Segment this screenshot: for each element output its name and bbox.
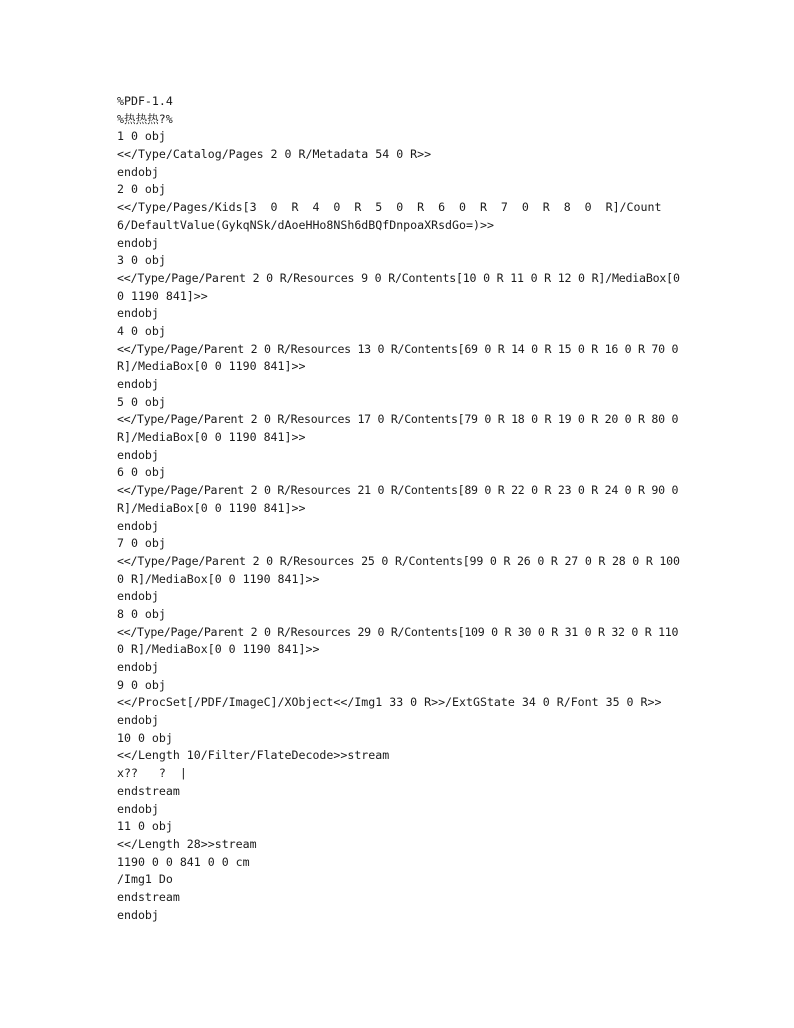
text-line: 3 0 obj [117,253,166,268]
text-line: R]/MediaBox[0 0 1190 841]>> [117,430,306,445]
text-line: 0 R]/MediaBox[0 0 1190 841]>> [117,642,320,657]
text-line: endobj [117,660,159,674]
text-line: 11 0 obj [117,819,173,834]
text-line: %PDF-1.4 [117,94,173,108]
text-line: 2 0 obj [117,182,166,197]
text-line: x?? ? | [117,766,187,781]
text-line: R]/MediaBox[0 0 1190 841]>> [117,500,306,515]
text-line: endobj [117,164,159,179]
text-line: /Img1 Do [117,872,173,887]
text-line: <</Type/Pages/Kids[3 0 R 4 0 R 5 0 R 6 0 R 7 0 R 8 0 R]/Count [117,200,662,215]
text-line: endobj [117,518,159,533]
text-line: 6/DefaultValue(GykqNSk/dAoeHHo8NSh6dBQfDnpoaXRsdGo=)>> [117,217,494,232]
text-line: 0 1190 841]>> [117,288,208,303]
text-line: endstream [117,889,180,904]
pdf-source-text [117,93,683,924]
text-line: endobj [117,447,159,462]
text-line: endobj [117,801,159,816]
text-line: 1190 0 0 841 0 0 cm [117,854,250,869]
text-line: <</Type/Page/Parent 2 0 R/Resources 13 0 R/Contents[69 0 R 14 0 R 15 0 R 16 0 R 70 0 [117,341,679,356]
text-line: <</ProcSet[/PDF/ImageC]/XObject<</Img1 33 0 R>>/ExtGState 34 0 R/Font 35 0 R>> [117,695,662,710]
text-line: endobj [117,713,159,728]
text-line: endobj [117,907,159,922]
text-line: <</Type/Page/Parent 2 0 R/Resources 29 0 R/Contents[109 0 R 30 0 R 31 0 R 32 0 R 110 [117,624,679,639]
text-line: 5 0 obj [117,394,166,409]
text-line: endstream [117,783,180,798]
text-line: R]/MediaBox[0 0 1190 841]>> [117,359,306,374]
text-line: endobj [117,589,159,604]
text-line: 9 0 obj [117,677,166,692]
text-line: 4 0 obj [117,323,166,338]
text-line: 8 0 obj [117,606,166,621]
text-line: <</Type/Page/Parent 2 0 R/Resources 17 0 R/Contents[79 0 R 18 0 R 19 0 R 20 0 R 80 0 [117,412,679,427]
text-line: <</Type/Catalog/Pages 2 0 R/Metadata 54 0 R>> [117,147,432,162]
text-line: endobj [117,377,159,391]
text-line: endobj [117,235,159,250]
text-line: <</Type/Page/Parent 2 0 R/Resources 25 0 R/Contents[99 0 R 26 0 R 27 0 R 28 0 R 100 [117,553,680,568]
text-line: 0 R]/MediaBox[0 0 1190 841]>> [117,571,320,586]
text-line: <</Length 28>>stream [117,836,257,851]
text-line: 1 0 obj [117,129,166,144]
text-line: 7 0 obj [117,536,166,551]
text-line: <</Type/Page/Parent 2 0 R/Resources 21 0 R/Contents[89 0 R 22 0 R 23 0 R 24 0 R 90 0 [117,483,679,498]
text-line: 6 0 obj [117,465,166,480]
text-line: endobj [117,306,159,321]
text-line: <</Length 10/Filter/FlateDecode>>stream [117,748,390,763]
text-line: <</Type/Page/Parent 2 0 R/Resources 9 0 R/Contents[10 0 R 11 0 R 12 0 R]/MediaBox[0 [117,270,680,285]
text-line: 10 0 obj [117,730,173,745]
text-line: %热热热?% [117,111,173,126]
